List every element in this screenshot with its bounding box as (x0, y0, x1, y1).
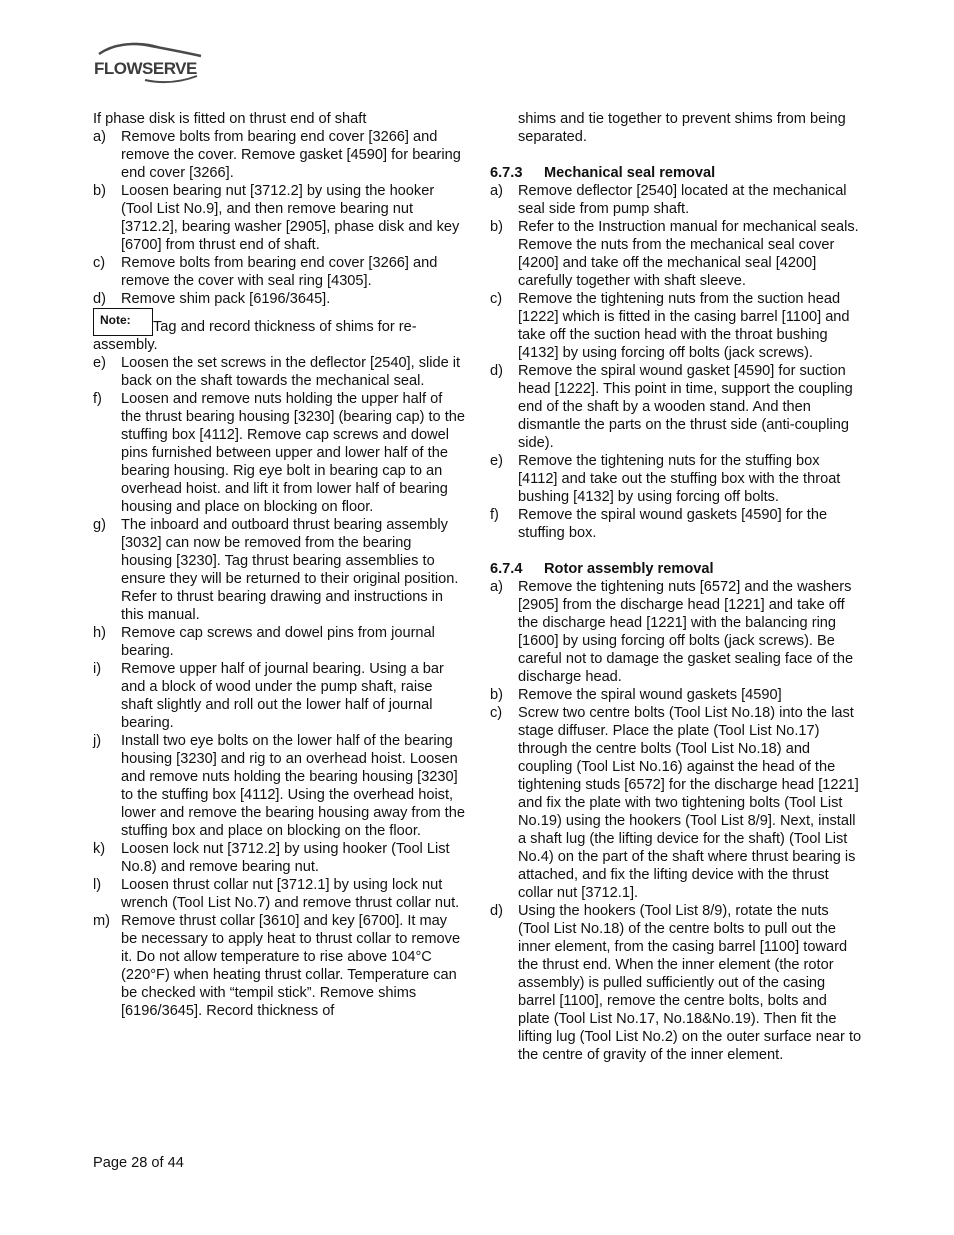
flowserve-logo (93, 42, 205, 86)
list-item-text: Remove the spiral wound gaskets [4590] for the stuffing box. (518, 507, 828, 541)
list-item-text: Remove bolts from bearing end cover [3266] and remove the cover. Remove gasket [4590] for bearing end cover [3266]. (121, 129, 461, 181)
list-item-label: e) (93, 355, 106, 371)
list-item-text: Loosen lock nut [3712.2] by using hooker (Tool List No.8) and remove bearing nut. (121, 841, 450, 875)
section-title: Rotor assembly removal (544, 561, 714, 577)
list-item-label: c) (93, 255, 106, 271)
list-item (93, 128, 465, 182)
list-item-label: b) (490, 219, 503, 235)
list-item (93, 516, 465, 624)
note-box: Note: (93, 308, 153, 336)
list-item-text: Install two eye bolts on the lower half of the bearing housing [3230] and rig to an overhead hoist. Loosen and remove nuts holding the bearing housing [3230] to the stuffing box [4112]. Using the overhead hoist, lower and remove the bearing housing away from the stuffing box and place on blocking on the floor. (121, 733, 465, 839)
list-item (93, 732, 465, 840)
list-item-text: Loosen and remove nuts holding the upper half of the thrust bearing housing [3230] (bearing cap) to the stuffing box [4112]. Remove cap screws and dowel pins furnished between upper and lower half of the bearing housing. Rig eye bolt in bearing cap to an overhead hoist. and lift it from lower half of bearing housing and place on blocking on floor. (121, 391, 465, 515)
list-item-text: Remove shim pack [6196/3645]. (121, 291, 331, 307)
list-item (490, 182, 862, 218)
list-item-label: a) (490, 183, 503, 199)
list-item-label: b) (93, 183, 106, 199)
list-item-text: Remove upper half of journal bearing. Using a bar and a block of wood under the pump shaft, raise shaft slightly and roll out the lower half of journal bearing. (121, 661, 444, 731)
section-number: 6.7.3 (490, 165, 523, 181)
list-item (93, 354, 465, 390)
intro-text: If phase disk is fitted on thrust end of shaft (93, 111, 367, 127)
section-title: Mechanical seal removal (544, 165, 716, 181)
page-number: Page 28 of 44 (93, 1155, 184, 1171)
list-item (93, 840, 465, 876)
list-item-text: Remove the tightening nuts [6572] and the washers [2905] from the discharge head [1221] and take off the discharge head [1221] with the balancing ring [1600] by using forcing off bolts (jack screws). Be careful not to damage the gasket sealing face of the discharge head. (518, 579, 854, 685)
list-item (93, 290, 465, 308)
list-item-label: d) (490, 903, 503, 919)
list-item-text: Remove cap screws and dowel pins from journal bearing. (121, 625, 435, 659)
list-item (93, 182, 465, 254)
list-item (93, 390, 465, 516)
list-item (93, 660, 465, 732)
continuation-text: shims and tie together to prevent shims from being separated. (518, 111, 846, 145)
list-item (490, 218, 862, 290)
list-item (490, 578, 862, 686)
list-item (93, 912, 465, 1020)
list-item-text: Remove deflector [2540] located at the mechanical seal side from pump shaft. (518, 183, 847, 217)
list-item-label: f) (490, 507, 499, 523)
list-item-label: k) (93, 841, 106, 857)
list-item-label: a) (490, 579, 503, 595)
list-item-label: h) (93, 625, 106, 641)
list-item (93, 876, 465, 912)
list-item (490, 362, 862, 452)
list-item-label: c) (490, 705, 503, 721)
svg-text:FLOWSERVE: FLOWSERVE (94, 59, 197, 78)
list-item-label: f) (93, 391, 102, 407)
list-item (490, 452, 862, 506)
list-item-text: Remove bolts from bearing end cover [3266] and remove the cover with seal ring [4305]. (121, 255, 438, 289)
left-column (93, 110, 465, 1020)
list-item-label: a) (93, 129, 106, 145)
list-item (490, 290, 862, 362)
list-item (490, 686, 862, 704)
list-item-text: Refer to the Instruction manual for mechanical seals. Remove the nuts from the mechanical seal cover [4200] and take off the mechanical seal [4200] carefully together with shaft sleeve. (518, 219, 859, 289)
list-item-label: d) (93, 291, 106, 307)
list-item-label: b) (490, 687, 503, 703)
list-item-text: Remove thrust collar [3610] and key [6700]. It may be necessary to apply heat to thrust collar to remove it. Do not allow temperature to rise above 104°C (220°F) when heating thrust collar. Temperature can be checked with “tempil stick”. Remove shims [6196/3645]. Record thickness of (121, 913, 461, 1019)
list-item-text: Remove the spiral wound gasket [4590] for suction head [1222]. This point in time, support the coupling end of the shaft by a wooden stand. And then dismantle the parts on the thrust side (anti-coupling side). (518, 363, 853, 451)
list-item-label: d) (490, 363, 503, 379)
section-heading-6-7-4 (490, 560, 862, 578)
list-item-label: l) (93, 877, 102, 893)
section-heading-6-7-3 (490, 164, 862, 182)
list-item-text: Loosen the set screws in the deflector [2540], slide it back on the shaft towards the mechanical seal. (121, 355, 461, 389)
list-item-text: Loosen thrust collar nut [3712.1] by using lock nut wrench (Tool List No.7) and remove thrust collar nut. (121, 877, 460, 911)
list-item-text: Remove the tightening nuts for the stuffing box [4112] and take out the stuffing box with the throat bushing [4132] by using forcing off bolts. (518, 453, 841, 505)
list-item-label: e) (490, 453, 503, 469)
list-item-label: g) (93, 517, 106, 533)
list-item-label: c) (490, 291, 503, 307)
list-item (93, 254, 465, 290)
list-item-text: The inboard and outboard thrust bearing assembly [3032] can now be removed from the bearing housing [3230]. Tag thrust bearing assemblies to ensure they will be returned to their original position. Refer to thrust bearing drawing and instructions in this manual. (121, 517, 459, 623)
list-item-text: Remove the spiral wound gaskets [4590] (518, 687, 782, 703)
list-item-text: Loosen bearing nut [3712.2] by using the hooker (Tool List No.9], and then remove bearing nut [3712.2], bearing washer [2905], phase disk and key [6700] from thrust end of shaft. (121, 183, 460, 253)
list-item (490, 902, 862, 1064)
right-column (490, 110, 862, 1064)
list-item (93, 624, 465, 660)
note-line (93, 308, 465, 354)
list-item-label: j) (93, 733, 102, 749)
note-text: Tag and record thickness of shims for re-assembly. (93, 319, 417, 353)
list-item-text: Using the hookers (Tool List 8/9), rotate the nuts (Tool List No.18) of the centre bolts to pull out the inner element, from the casing barrel [1100] toward the thrust end. When the inner element (the rotor assembly) is pulled sufficiently out of the casing barrel [1100], remove the centre bolts, bolts and plate (Tool List No.17, No.18&No.19). Then fit the lifting lug (Tool List No.2) on the outer surface near to the centre of gravity of the inner element. (518, 903, 862, 1063)
list-item-label: i) (93, 661, 102, 677)
list-item-text: Remove the tightening nuts from the suction head [1222] which is fitted in the casing barrel [1100] and take off the suction head with the throat bushing [4132] by using forcing off bolts (jack screws). (518, 291, 850, 361)
list-item (490, 704, 862, 902)
list-item-text: Screw two centre bolts (Tool List No.18) into the last stage diffuser. Place the plate (Tool List No.17) through the centre bolts (Tool List No.18) and coupling (Tool List No.16) against the head of the tightening studs [6572] for the discharge head [1221] and fix the plate with two tightening bolts (Tool List No.19) using the hookers (Tool List 8/9]. Next, install a shaft lug (the lifting device for the shaft) (Tool List No.4) on the part of the shaft where thrust bearing is attached, and fix the lifting device with the thrust collar nut [3712.1]. (518, 705, 859, 901)
list-item (490, 506, 862, 542)
section-number: 6.7.4 (490, 561, 523, 577)
list-item-label: m) (93, 913, 111, 929)
